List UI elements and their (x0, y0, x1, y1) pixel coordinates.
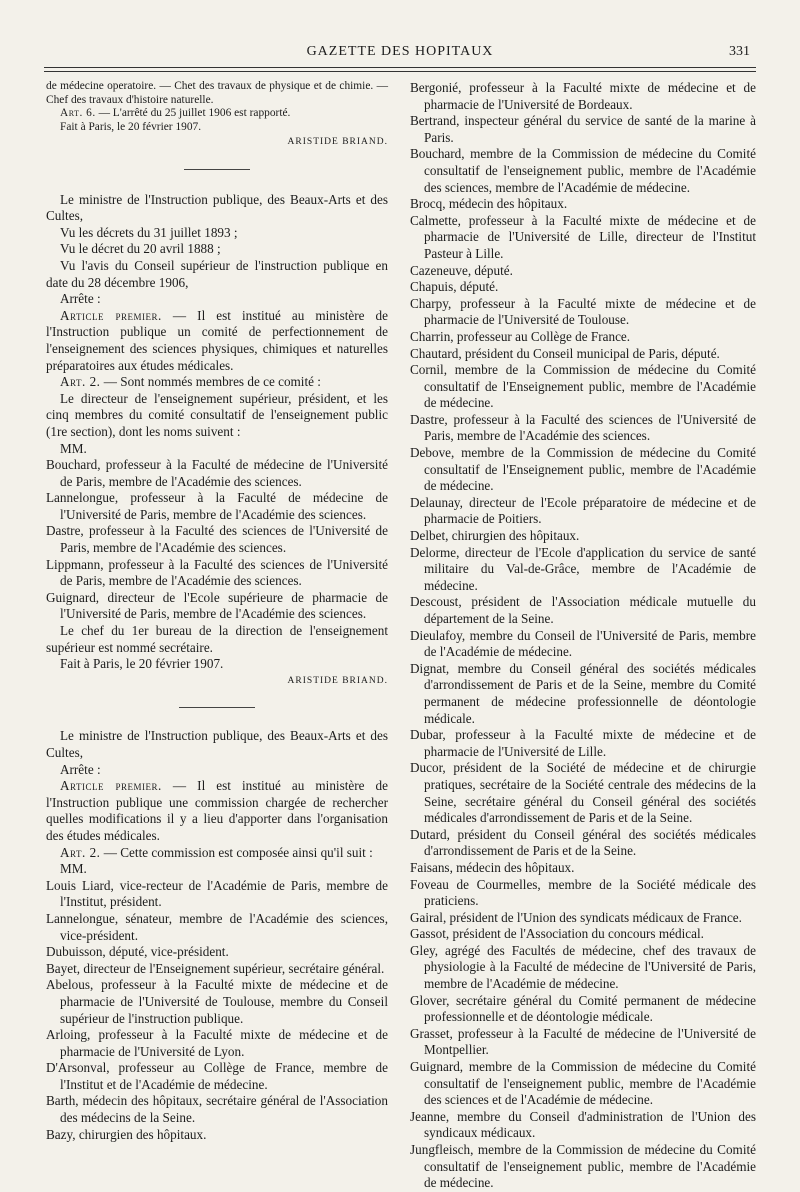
list-item: Delorme, directeur de l'Ecole d'application du service de santé militaire du Val-de-Grâce, membre de l'Académie de médecine. (410, 544, 756, 593)
list-item: Barth, médecin des hôpitaux, secrétaire général de l'Association des médecins de la Seine. (46, 1093, 388, 1126)
article-2-continued: Le directeur de l'enseignement supérieur, président, et les cinq membres du comité consultatif de l'enseignement public (1re section), dont les noms suivent : (46, 390, 388, 439)
list-item: Gassot, président de l'Association du concours médical. (410, 926, 704, 942)
list-item: Dastre, professeur à la Faculté des sciences de l'Université de Paris, membre de l'Académie des sciences. (410, 411, 756, 444)
separator (184, 169, 250, 170)
article-6-label: Art. 6. (60, 107, 96, 119)
article-6-text: — L'arrêté du 25 juillet 1906 est rapporté. (95, 107, 291, 119)
list-item: Descoust, président de l'Association médicale mutuelle du département de la Seine. (410, 594, 756, 626)
article-1b-text: — Il est institué au ministère de l'Instruction publique une commission chargée de rechercher quelles modifications il y a lieu d'apporter dans l'organisation des études médicales. (46, 778, 388, 843)
list-item: Glover, secrétaire général du Comité permanent de médecine professionnelle et de déontologie médicale. (410, 992, 756, 1025)
intro-text: de médecine operatoire. — Chet des travaux de physique et de chimie. — Chef des travaux d'histoire naturelle. (46, 80, 388, 106)
list-item: Guignard, membre de la Commission de médecine du Comité consultatif de l'enseignement public, membre de l'Académie des sciences et de l'Académie de médecine. (410, 1059, 756, 1108)
vu-line-2: Vu le décret du 20 avril 1888 ; (60, 241, 221, 257)
page-header (0, 44, 800, 66)
list-item: D'Arsonval, professeur au Collège de France, membre de l'Institut et de l'Académie de médecine. (46, 1060, 388, 1092)
list-item: Abelous, professeur à la Faculté mixte de médecine et de pharmacie de l'Université de Toulouse, membre du Conseil supérieur de l'instruction publique. (46, 977, 388, 1026)
list-item: Brocq, médecin des hôpitaux. (410, 196, 568, 212)
list-item: Dastre, professeur à la Faculté des sciences de l'Université de Paris, membre de l'Académie des sciences. (46, 523, 388, 556)
left-column (46, 80, 388, 1143)
list-item: Ducor, président de la Société de médecine et de chirurgie pratiques, secrétaire de la Société centrale des médecins de la Seine, secrétaire général du Conseil général des sociétés médicales d'arrondissement de Paris et de la Seine. (410, 760, 756, 826)
article-1b-label: Article premier. (60, 778, 162, 794)
list-item: Bayet, directeur de l'Enseignement supérieur, secrétaire général. (46, 960, 385, 976)
list-item: Dieulafoy, membre du Conseil de l'Université de Paris, membre de l'Académie de médecine. (410, 627, 756, 660)
list-item: Guignard, directeur de l'Ecole supérieure de pharmacie de l'Université de Paris, membre de l'Académie des sciences. (46, 589, 388, 622)
list-item: Louis Liard, vice-recteur de l'Académie de Paris, membre de l'Institut, président. (46, 877, 388, 910)
list-item: Debove, membre de la Commission de médecine du Comité consultatif de l'Enseignement public, membre de l'Académie de médecine. (410, 445, 756, 494)
header-rule (44, 67, 756, 68)
list-item: Bergonié, professeur à la Faculté mixte de médecine et de pharmacie de l'Université de Bordeaux. (410, 80, 756, 112)
list-item: Cazeneuve, député. (410, 262, 513, 278)
vu-line-3: Vu l'avis du Conseil supérieur de l'instruction publique en date du 28 décembre 1906, (46, 257, 388, 290)
article-2b (46, 845, 388, 862)
page-number: 331 (729, 44, 750, 59)
list-item: Bazy, chirurgien des hôpitaux. (46, 1126, 207, 1142)
list-item: Chautard, président du Conseil municipal de Paris, député. (410, 345, 720, 361)
article-6 (46, 107, 388, 121)
signature-2: ARISTIDE BRIAND. (287, 675, 388, 686)
list-item: Bertrand, inspecteur général du service de santé de la marine à Paris. (410, 113, 756, 145)
list-item: Jungfleisch, membre de la Commission de médecine du Comité consultatif de l'enseignement public, membre de l'Académie de médecine. (410, 1142, 756, 1191)
signature-1: ARISTIDE BRIAND. (287, 137, 388, 147)
list-item: Gley, agrégé des Facultés de médecine, chef des travaux de physiologie à la Faculté de médecine de l'Université de Paris, membre de l'Académie de médecine. (410, 942, 756, 992)
article-2b-label: Art. 2. (60, 844, 101, 860)
list-item: Dutard, président du Conseil général des sociétés médicales d'arrondissement de Paris et de la Seine. (410, 826, 756, 859)
article-2-text: — Sont nommés membres de ce comité : (100, 374, 321, 390)
list-item: Dubuisson, député, vice-président. (46, 944, 229, 960)
list-item: Charrin, professeur au Collège de France. (410, 328, 631, 344)
list-item: Bouchard, professeur à la Faculté de médecine de l'Université de Paris, membre de l'Académie des sciences. (46, 457, 388, 489)
decree-intro: Le ministre de l'Instruction publique, des Beaux-Arts et des Cultes, (46, 728, 388, 760)
article-1b (46, 778, 388, 844)
list-item: Calmette, professeur à la Faculté mixte de médecine et de pharmacie de l'Université de Lille, directeur de l'Institut Pasteur à Lille. (410, 212, 756, 261)
list-item: Dignat, membre du Conseil général des sociétés médicales d'arrondissement de Paris et de la Seine, membre du Comité permanent de médecine professionnelle de déontologie médicale. (410, 660, 756, 726)
list-item: Delbet, chirurgien des hôpitaux. (410, 528, 580, 544)
journal-title: GAZETTE DES HOPITAUX (306, 44, 494, 59)
list-item: Foveau de Courmelles, membre de la Société médicale des praticiens. (410, 876, 756, 909)
fait-date-1: Fait à Paris, le 20 février 1907. (60, 120, 202, 133)
list-item: Lippmann, professeur à la Faculté des sciences de l'Université de Paris, membre de l'Académie des sciences. (46, 556, 388, 589)
arrete-heading: Arrête : (60, 761, 101, 777)
list-item: Faisans, médecin des hôpitaux. (410, 859, 575, 875)
right-column (410, 80, 756, 1192)
mm-heading: MM. (60, 440, 87, 456)
list-item: Cornil, membre de la Commission de médecine du Comité consultatif de l'Enseignement public, membre de l'Académie de médecine. (410, 362, 756, 411)
fait-date-2: Fait à Paris, le 20 février 1907. (60, 656, 224, 672)
list-item: Gairal, président de l'Union des syndicats médicaux de France. (410, 909, 742, 925)
header-rule-2 (44, 71, 756, 72)
list-item: Grasset, professeur à la Faculté de médecine de l'Université de Montpellier. (410, 1025, 756, 1058)
article-1-label: Article premier. (60, 307, 162, 323)
decree-intro: Le ministre de l'Instruction publique, des Beaux-Arts et des Cultes, (46, 191, 388, 224)
list-item: Chapuis, député. (410, 279, 499, 295)
list-item: Dubar, professeur à la Faculté mixte de médecine et de pharmacie de l'Université de Lille. (410, 727, 756, 759)
list-item: Jeanne, membre du Conseil d'administration de l'Union des syndicaux médicaux. (410, 1108, 756, 1141)
article-2b-text: — Cette commission est composée ainsi qu'il suit : (100, 844, 373, 860)
article-2-label: Art. 2. (60, 374, 101, 390)
chef-text: Le chef du 1er bureau de la direction de l'enseignement supérieur est nommé secrétaire. (46, 623, 388, 655)
article-2 (46, 374, 388, 391)
list-item: Lannelongue, professeur à la Faculté de médecine de l'Université de Paris, membre de l'Académie des sciences. (46, 490, 388, 522)
list-item: Arloing, professeur à la Faculté mixte de médecine et de pharmacie de l'Université de Lyon. (46, 1027, 388, 1059)
vu-line-1: Vu les décrets du 31 juillet 1893 ; (60, 224, 238, 240)
article-1 (46, 308, 388, 374)
list-item: Bouchard, membre de la Commission de médecine du Comité consultatif de l'enseignement public, membre de l'Académie des sciences, membre de l'Académie de médecine. (410, 146, 756, 195)
list-item: Lannelongue, sénateur, membre de l'Académie des sciences, vice-président. (46, 910, 388, 943)
list-item: Charpy, professeur à la Faculté mixte de médecine et de pharmacie de l'Université de Toulouse. (410, 295, 756, 328)
separator (179, 707, 255, 708)
mm-heading: MM. (60, 861, 87, 877)
article-1-text: — Il est institué au ministère de l'Instruction publique un comité de perfectionnement de l'enseignement des sciences physiques, chimiques et naturelles préparatoires aux études médicales. (46, 307, 388, 373)
arrete-heading: Arrête : (60, 291, 101, 307)
list-item: Delaunay, directeur de l'Ecole préparatoire de médecine et de pharmacie de Poitiers. (410, 494, 756, 527)
